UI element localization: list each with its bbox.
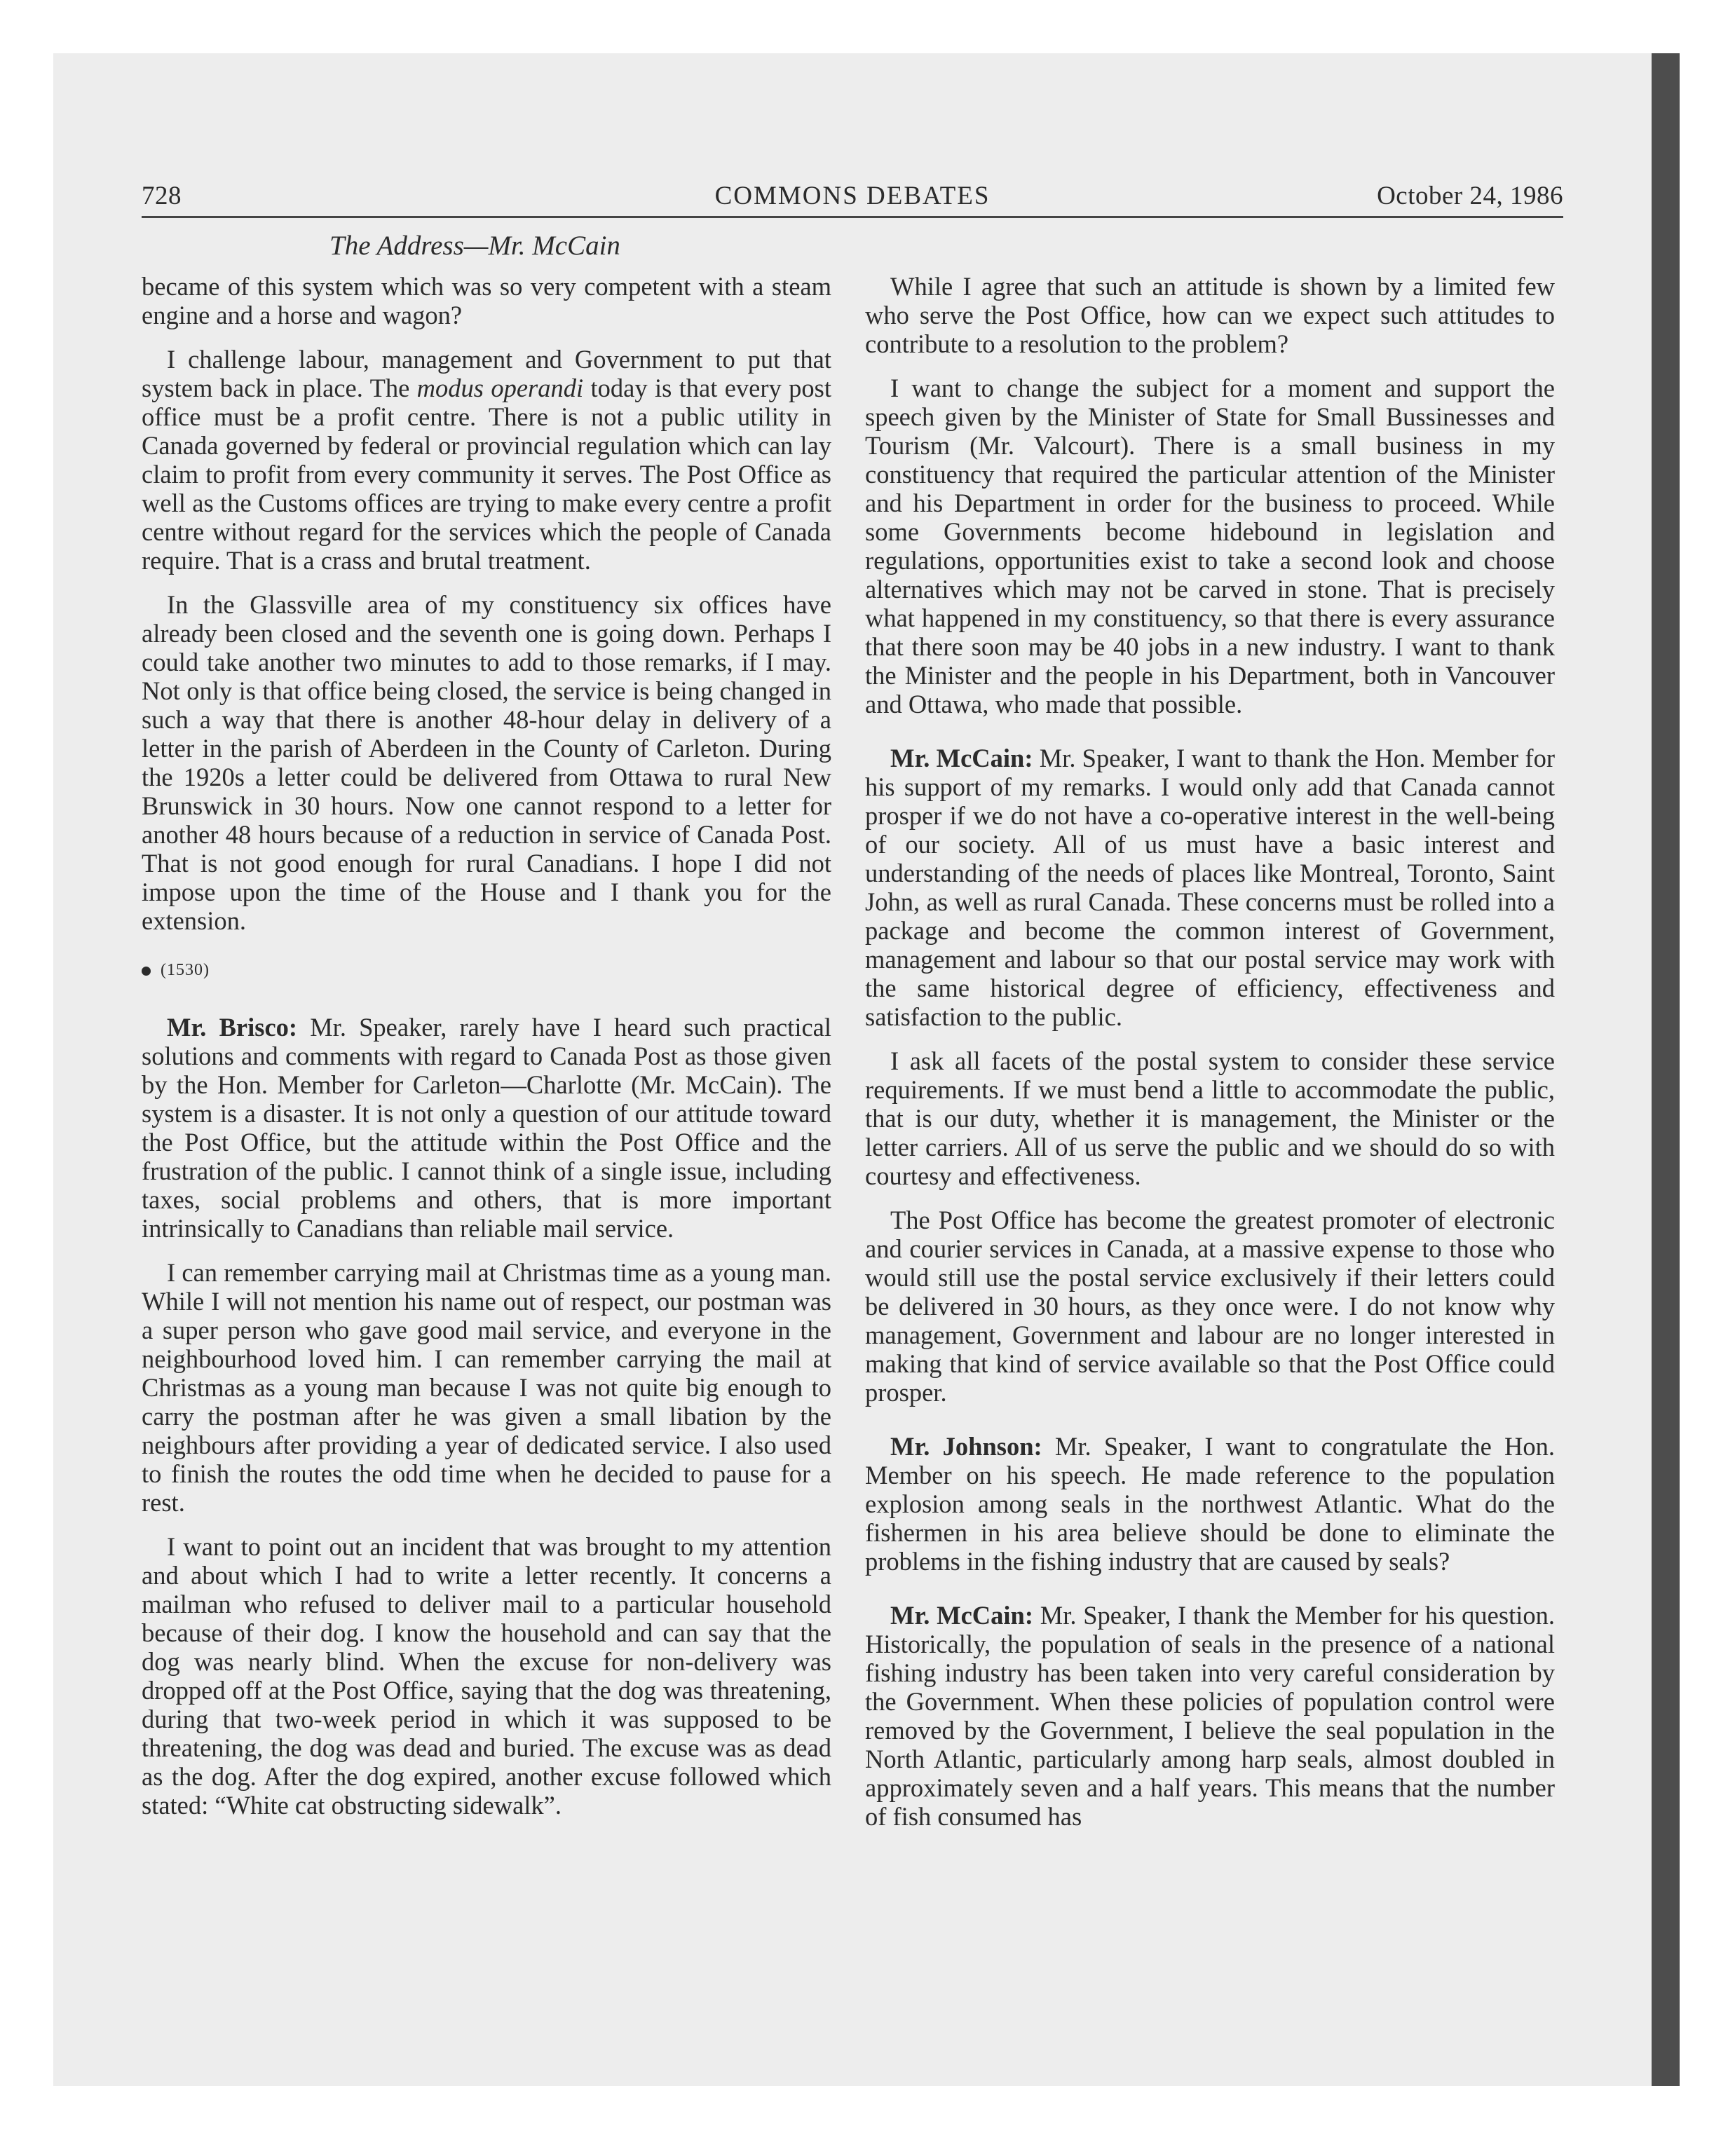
speech-text: Mr. Speaker, I want to thank the Hon. Member for his support of my remarks. I would only add that Canada cannot prosper if we do not have a co-operative interest in the well-being of our society. All of us must have a basic interest and understanding of the needs of places like Montreal, Toronto, Saint John, as well as rural Canada. These concerns must be rolled into a package and become the common interest of Government, management and labour so that our postal service may work with the same historical degree of efficiency, effectiveness and satisfaction to the public.: [865, 744, 1555, 1031]
speech-paragraph: [142, 1013, 831, 1243]
speech-text: Mr. Speaker, I thank the Member for his question. Historically, the population of seals in the presence of a national fishing industry has been taken into very careful consideration by the Government. When these policies of population control were removed by the Government, I believe the seal population in the North Atlantic, particularly among harp seals, almost doubled in approximately seven and a half years. This means that the number of fish consumed has: [865, 1601, 1555, 1831]
page-date: October 24, 1986: [1377, 182, 1563, 210]
speech-paragraph: [865, 1432, 1555, 1576]
speech-text: Mr. Speaker, rarely have I heard such practical solutions and comments with regard to Canada Post as those given by the Hon. Member for Carleton—Charlotte (Mr. McCain). The system is a disaster. It is not only a question of our attitude toward the Post Office, but the attitude within the Post Office and the frustration of the public. I cannot think of a single issue, including taxes, social problems and others, that is more important intrinsically to Canadians than reliable mail service.: [142, 1013, 832, 1243]
text-run: I challenge labour, management and Government to put that system back in place. The: [142, 345, 831, 402]
time-marker-label: (1530): [161, 961, 210, 979]
speech-text: Mr. Speaker, I want to congratulate the Hon. Member on his speech. He made reference to the population explosion among seals in the northwest Atlantic. What do the fishermen in his area believe should be done to eliminate the problems in the fishing industry that are caused by seals?: [865, 1432, 1556, 1576]
speech-paragraph: [865, 1601, 1555, 1831]
page-number: 728: [142, 182, 182, 210]
speaker-name: Mr. McCain:: [890, 1601, 1034, 1630]
paragraph: [142, 345, 831, 575]
paragraph: became of this system which was so very competent with a steam engine and a horse and wagon?: [142, 272, 831, 329]
paragraph: The Post Office has become the greatest promoter of electronic and courier services in Canada, at a massive expense to those who would still use the postal service exclusively if their letters could be delivered in 30 hours, as they once were. I do not know why management, Government and labour are no longer interested in making that kind of service available so that the Post Office could prosper.: [865, 1206, 1555, 1407]
speaker-name: Mr. Johnson:: [890, 1432, 1042, 1461]
paragraph: I want to change the subject for a moment and support the speech given by the Minister of State for Small Bussinesses and Tourism (Mr. Valcourt). There is a small business in my constituency that required the particular attention of the Minister and his Department in order for the business to proceed. While some Governments become hidebound in legislation and regulations, opportunities exist to take a second look and choose alternatives which may not be carved in stone. That is precisely what happened in my constituency, so that there is every assurance that there soon may be 40 jobs in a new industry. I want to thank the Minister and the people in his Department, both in Vancouver and Ottawa, who made that possible.: [865, 374, 1555, 718]
speaker-name: Mr. McCain:: [890, 744, 1033, 772]
bullet-icon: [142, 967, 151, 976]
paragraph: I want to point out an incident that was brought to my attention and about which I had to write a letter recently. It concerns a mailman who refused to deliver mail to a particular household because of their dog. I know the household and can say that the dog was nearly blind. When the excuse for non-delivery was dropped off at the Post Office, saying that the dog was threatening, during that two-week period in which it was supposed to be threatening, the dog was dead and buried. The excuse was as dead as the dog. After the dog expired, another excuse followed which stated: “White cat obstructing sidewalk”.: [142, 1532, 831, 1820]
time-marker: [142, 956, 831, 985]
page-header: [142, 179, 1563, 218]
scan-edge-shadow: [1652, 53, 1680, 2086]
right-column: [865, 272, 1555, 1846]
paragraph: I can remember carrying mail at Christmas time as a young man. While I will not mention his name out of respect, our postman was a super person who gave good mail service, and everyone in the neighbourhood loved him. I can remember carrying the mail at Christmas as a young man because I was not quite big enough to carry the postman after he was given a small libation by the neighbours after providing a year of dedicated service. I also used to finish the routes the odd time when he decided to pause for a rest.: [142, 1258, 831, 1517]
italic-term: modus operandi: [416, 374, 584, 402]
speaker-name: Mr. Brisco:: [167, 1013, 298, 1042]
speech-paragraph: [865, 744, 1555, 1031]
publication-title: COMMONS DEBATES: [714, 182, 991, 210]
paragraph: In the Glassville area of my constituency six offices have already been closed and the seventh one is going down. Perhaps I could take another two minutes to add to those remarks, if I may. Not only is that office being closed, the service is being changed in such a way that there is another 48-hour delay in delivery of a letter in the parish of Aberdeen in the County of Carleton. During the 1920s a letter could be delivered from Ottawa to rural New Brunswick in 30 hours. Now one cannot respond to a letter for another 48 hours because of a reduction in service of Canada Post. That is not good enough for rural Canadians. I hope I did not impose upon the time of the House and I thank you for the extension.: [142, 590, 831, 935]
left-column: [142, 272, 831, 1835]
text-run: today is that every post office must be a profit centre. There is not a public utility in Canada governed by federal or provincial regulation which can lay claim to profit from every community it serves. The Post Office as well as the Customs offices are trying to make every centre a profit centre without regard for the services which the people of Canada require. That is a crass and brutal treatment.: [142, 374, 831, 575]
paragraph: I ask all facets of the postal system to consider these service requirements. If we must bend a little to accommodate the public, that is our duty, whether it is management, the Minister or the letter carriers. All of us serve the public and we should do so with courtesy and effectiveness.: [865, 1046, 1555, 1190]
paragraph: While I agree that such an attitude is shown by a limited few who serve the Post Office, how can we expect such attitudes to contribute to a resolution to the problem?: [865, 272, 1555, 358]
running-head: The Address—Mr. McCain: [329, 231, 620, 261]
